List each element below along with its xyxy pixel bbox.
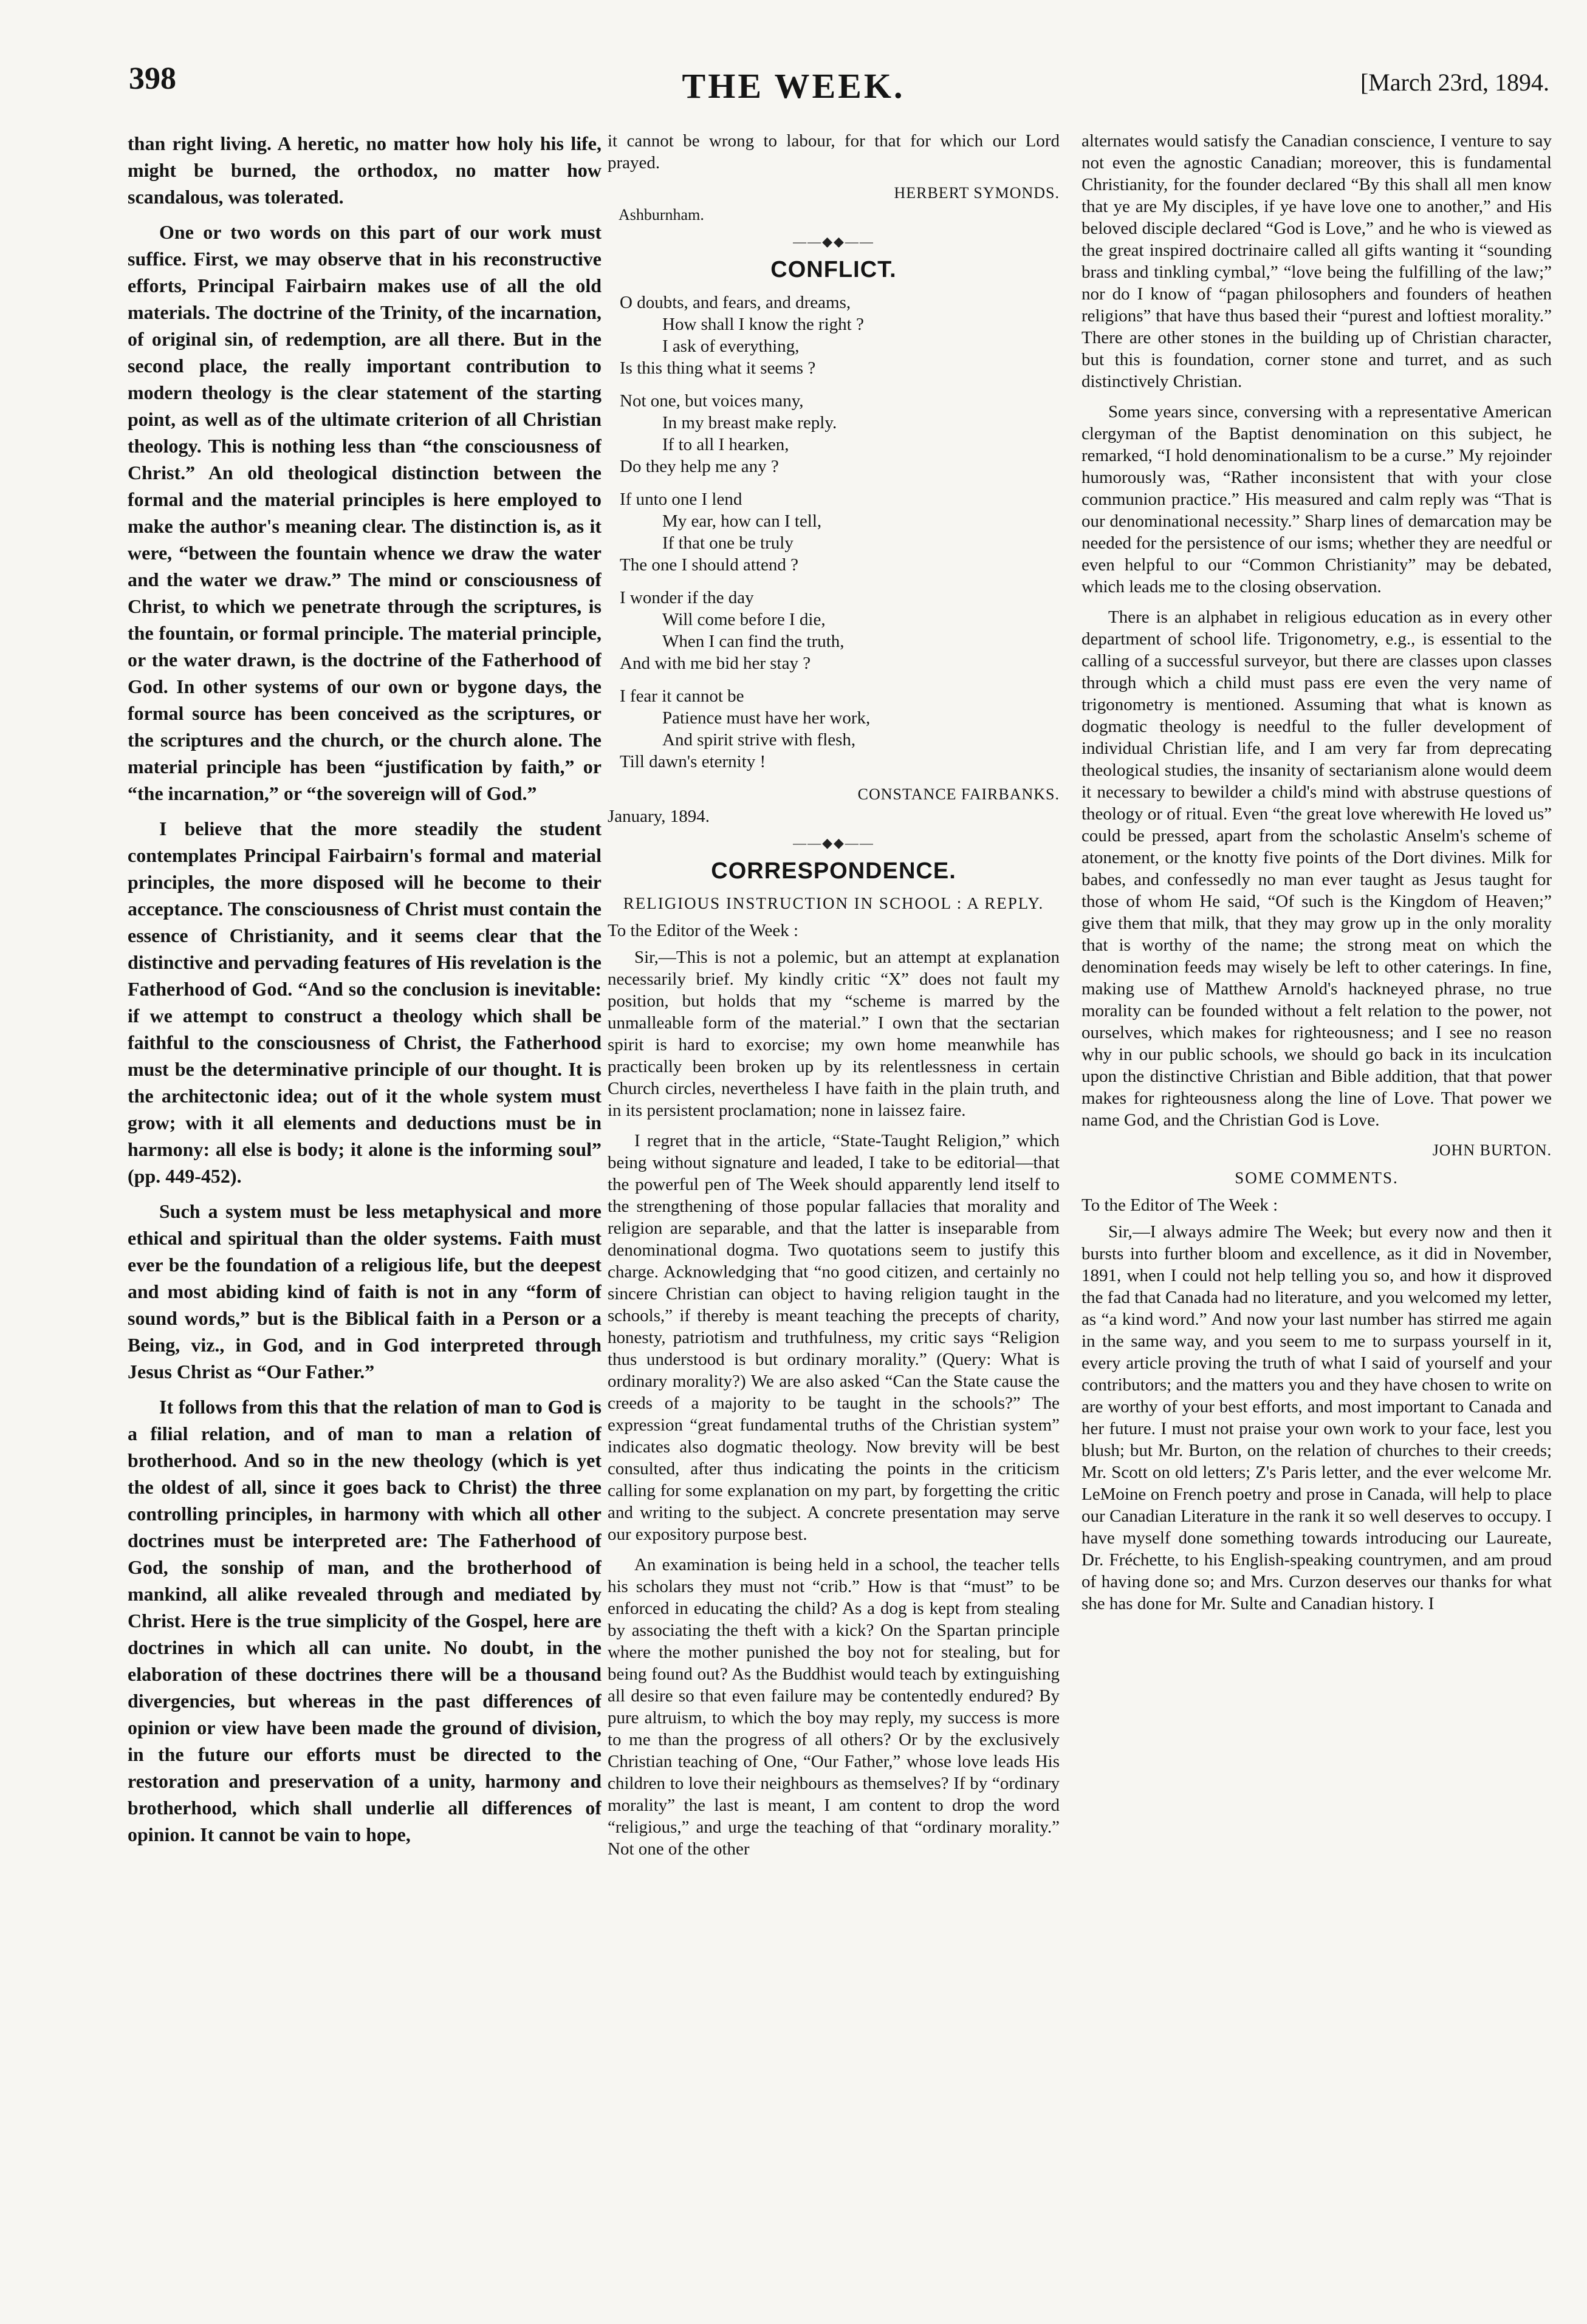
poem-line: Is this thing what it seems ? [620, 358, 816, 378]
signature-john-burton: JOHN BURTON. [1432, 1141, 1552, 1159]
poem-line: Do they help me any ? [620, 457, 779, 476]
section-ornament: ——◆◆—— [793, 835, 874, 850]
page-number: 398 [129, 61, 176, 96]
poem-line: Not one, but voices many, [620, 391, 804, 411]
poem-stanza [620, 390, 1060, 477]
subheading-some-comments: SOME COMMENTS. [1235, 1169, 1399, 1187]
paragraph: it cannot be wrong to labour, for that for which our Lord prayed. [608, 131, 1060, 173]
poem-line: I ask of everything, [662, 337, 800, 356]
salutation: To the Editor of the Week : [608, 921, 799, 940]
paragraph: than right living. A heretic, no matter how holy his life, might be burned, the orthodox, no matter how scandalous, was tolerated. [128, 132, 602, 208]
paragraph: I regret that in the article, “State-Taught Religion,” which being without signature and leaded, I take to be editorial—that the powerful pen of The Week should apparently lend itself to the strengthening of those popular fallacies that morality and religion are separable, and that the latter is inseparable from denominational dogma. Two quotations seem to justify this charge. Acknowledging that “no good citizen, and certainly no sincere Christian can object to having religion taught in the schools,” if thereby is meant teaching the precepts of charity, honesty, patriotism and truthfulness, my critic says “Religion thus understood is but ordinary morality.” (Query: What is ordinary morality?) We are also asked “Can the State cause the creeds of a majority to be taught in the schools?” The expression “great fundamental truths of the Christian system” indicates also dogmatic theology. Now brevity will be best consulted, after thus indicating the points in the criticism calling for some explanation on my part, by forgetting the critic and writing to the subject. A concrete presentation may serve our expository purpose best. [608, 1131, 1060, 1544]
poem-date: January, 1894. [608, 807, 710, 826]
newspaper-title: THE WEEK. [682, 66, 905, 106]
paragraph: It follows from this that the relation of man to God is a filial relation, and of man to man a relation of brotherhood. And so in the new theology (which is yet the oldest of all, since it goes back to Christ) the three controlling principles, in harmony with which all other doctrines must be interpreted are: The Fatherhood of God, the sonship of man, and the brotherhood of mankind, all alike revealed through and mediated by Christ. Here is the true simplicity of the Gospel, here are doctrines in which all can unite. No doubt, in the elaboration of these doctrines there will be a thousand divergencies, but whereas in the past differences of opinion or view have been made the ground of division, in the future our efforts must be directed to the restoration and preservation of a unity, harmony and brotherhood, which shall underlie all differences of opinion. It cannot be vain to hope, [128, 1396, 602, 1845]
poem-stanza [620, 685, 1060, 773]
section-ornament: ——◆◆—— [793, 234, 874, 249]
poem-line: The one I should attend ? [620, 555, 798, 575]
poem-line: And with me bid her stay ? [620, 654, 811, 673]
poem-line: Patience must have her work, [662, 708, 871, 728]
poem-line: In my breast make reply. [662, 413, 837, 432]
column-1 [128, 130, 602, 2280]
column-2 [608, 130, 1060, 2268]
issue-date: [March 23rd, 1894. [1360, 69, 1549, 96]
poem-conflict [620, 292, 1060, 773]
column-3 [1081, 130, 1552, 2268]
salutation: To the Editor of The Week : [1081, 1195, 1278, 1215]
masthead [0, 0, 1587, 121]
paragraph: Sir,—This is not a polemic, but an attempt at explanation necessarily brief. My kindly critic “X” does not fault my position, but holds that my “scheme is marred by the unmalleable form of the material.” I own that the sectarian spirit is hard to exorcise; my own home meanwhile has practically been broken up by its relentlessness in certain Church circles, nevertheless I have faith in the plain truth, and in its persistent proclamation; none in laissez faire. [608, 948, 1060, 1120]
heading-correspondence: CORRESPONDENCE. [711, 858, 956, 884]
paragraph: I believe that the more steadily the student contemplates Principal Fairbairn's formal and material principles, the more disposed will he become to their acceptance. The consciousness of Christ must contain the essence of Christianity, and it seems clear that the distinctive and pervading features of His revelation is the Fatherhood of God. “And so the conclusion is inevitable: if we attempt to construct a theology which shall be faithful to the consciousness of Christ, the Fatherhood must be the determinative principle of our thought. It is the architectonic idea; out of it the whole system must grow; with it all elements and deductions must be in harmony: all else is body; it alone is the informing soul” (pp. 449-452). [128, 818, 602, 1187]
poem-stanza [620, 587, 1060, 674]
paragraph: One or two words on this part of our work must suffice. First, we may observe that in his reconstructive efforts, Principal Fairbairn makes use of all the old materials. The doctrine of the Trinity, of the incarnation, of original sin, of redemption, are all there. But in the second place, the really important contribution to modern theology is the clear statement of the starting point, as well as of the ultimate criterion of all Christian theology. This is nothing less than “the consciousness of Christ.” An old theological distinction between the formal and the material principles is here employed to make the author's meaning clear. The distinction is, as it were, “between the fountain whence we draw the water and the water we draw.” The mind or consciousness of Christ, to which we penetrate through the scriptures, is the fountain, or formal principle. The material principle, or the water drawn, is the doctrine of the Fatherhood of God. In other systems of our own or bygone days, the formal source has been conceived as the scriptures, or the scriptures and the church, or the church alone. The material principle has been “justification by faith,” or “the incarnation,” or “the sovereign will of God.” [128, 221, 602, 804]
place-line: Ashburnham. [619, 206, 704, 224]
paragraph: There is an alphabet in religious education as in every other department of school life. Trigonometry, e.g., is essential to the calling of a successful surveyor, but there are classes upon classes through which a child must pass ere even the very name of trigonometry is mentioned. Assuming that what is known as dogmatic theology is needful to the fuller development of individual Christian life, and I am very far from deprecating theological studies, the insanity of sectarianism alone would deem it necessary to bewilder a child's mind with abstruse questions of theology or of ritual. Even “the great love wherewith He loved us” could be pressed, apart from the scholastic Anselm's scheme of atonement, or the knotty five points of the Dort divines. Milk for babes, and confessedly no man ever taught as Jesus taught for those of whom He said, “Of such is the Kingdom of Heaven;” give them that milk, that they may grow up in the only morality that is worthy of the name; the strong meat on which the denomination feeds may wisely be left to other caterings. In fine, making use of Matthew Arnold's hackneyed phrase, no true morality can be founded without a felt relation to the power, not ourselves, which makes for righteousness; and I see no reason why in our public schools, we should go back in its inculcation upon the distinctive Christian and Bible addition, that that power makes for righteousness along the line of Love. That power we name God, and the Christian God is Love. [1081, 607, 1552, 1130]
poem-line: My ear, how can I tell, [662, 511, 822, 531]
paragraph: Such a system must be less metaphysical and more ethical and spiritual than the older systems. Faith must ever be the foundation of a religious life, but the deepest and most abiding kind of faith is not in any “form of sound words,” but is the Biblical faith in a Person or a Being, viz., in God, and in God interpreted through Jesus Christ as “Our Father.” [128, 1200, 602, 1382]
signature-herbert-symonds: HERBERT SYMONDS. [894, 184, 1060, 202]
poem-line: Will come before I die, [662, 610, 826, 629]
poem-line: Till dawn's eternity ! [620, 752, 766, 771]
paragraph: Some years since, conversing with a representative American clergyman of the Baptist denomination on this subject, he remarked, “I hold denominationalism to be a curse.” My rejoinder humorously was, “Rather inconsistent that with your close communion practice.” His measured and calm reply was “That is our denominational necessity.” Sharp lines of demarcation may be needed for the persistence of our isms; whether they are needful or even helpful to our “Common Christianity” may be debated, which leads me to the closing observation. [1081, 402, 1552, 596]
paragraph: alternates would satisfy the Canadian conscience, I venture to say not even the agnostic Canadian; moreover, this is fundamental Christianity, for the founder declared “By this shall all men know that ye are My disciples, if ye have love one to another,” and His beloved disciple declared “God is Love,” and he who is viewed as the great inspired doctrinaire called all gifts wanting it “sounding brass and tinkling cymbal,” “love being the fulfilling of the law;” nor do I know of “pagan philosophers and founders of heathen religions” that have thus based their “purest and loftiest morality.” There are other stones in the building up of Christian character, but this is foundation, corner stone and turret, and as such distinctively Christian. [1081, 131, 1552, 391]
poem-stanza [620, 488, 1060, 576]
poem-line: If that one be truly [662, 533, 793, 553]
poem-line: I wonder if the day [620, 588, 754, 607]
poem-line: O doubts, and fears, and dreams, [620, 293, 851, 312]
paragraph: Sir,—I always admire The Week; but every now and then it bursts into further bloom and excellence, as it did in November, 1891, when I could not help telling you so, and how it disproved the fad that Canada had no literature, and you welcomed my letter, as “a kind word.” And now your last number has stirred me again in the same way, and you seem to me to surpass yourself in it, every article proving the truth of what I said of yourself and your contributors; and the matters you and they have chosen to write on are worthy of your best efforts, and most important to Canada and her future. I must not praise your own work to your face, lest you blush; but Mr. Burton, on the relation of churches to their creeds; Mr. Scott on old letters; Z's Paris letter, and the ever welcome Mr. LeMoine on French poetry and prose in Canada, will help to place our Canadian Literature in the rank it so well deserves to occupy. I have myself done something towards introducing our Laureate, Dr. Fréchette, to his English-speaking countrymen, and am proud of having done so; and Mrs. Curzon deserves our thanks for what she has done for Mr. Sulte and Canadian history. I [1081, 1222, 1552, 1613]
heading-conflict: CONFLICT. [770, 257, 897, 282]
poem-line: If to all I hearken, [662, 435, 789, 454]
paragraph: An examination is being held in a school, the teacher tells his scholars they must not “crib.” How is that “must” to be enforced in educating the child? As a dog is kept from stealing by associating the theft with a kick? On the Spartan principle where the mother punished the boy not for stealing, but for being found out? As the Buddhist would teach by extinguishing all desire so that even failure may be contentedly endured? By pure altruism, to which the boy may reply, my success is more to me than the progress of all others? Or by the exclusively Christian teaching of One, “Our Father,” whose love leads His children to love their neighbours as themselves? If by “ordinary morality” the last is meant, I am content to drop the word “religious,” and urge the teaching of that “ordinary morality.” Not one of the other [608, 1555, 1060, 1859]
poem-line: If unto one I lend [620, 490, 742, 509]
poem-line: I fear it cannot be [620, 686, 744, 706]
poem-line: And spirit strive with flesh, [662, 730, 856, 750]
signature-constance-fairbanks: CONSTANCE FAIRBANKS. [857, 785, 1060, 803]
poem-line: When I can find the truth, [662, 632, 845, 651]
subheading-religious-instruction: RELIGIOUS INSTRUCTION IN SCHOOL : A REPLY. [623, 894, 1044, 912]
poem-line: How shall I know the right ? [662, 315, 864, 334]
poem-stanza [620, 292, 1060, 379]
